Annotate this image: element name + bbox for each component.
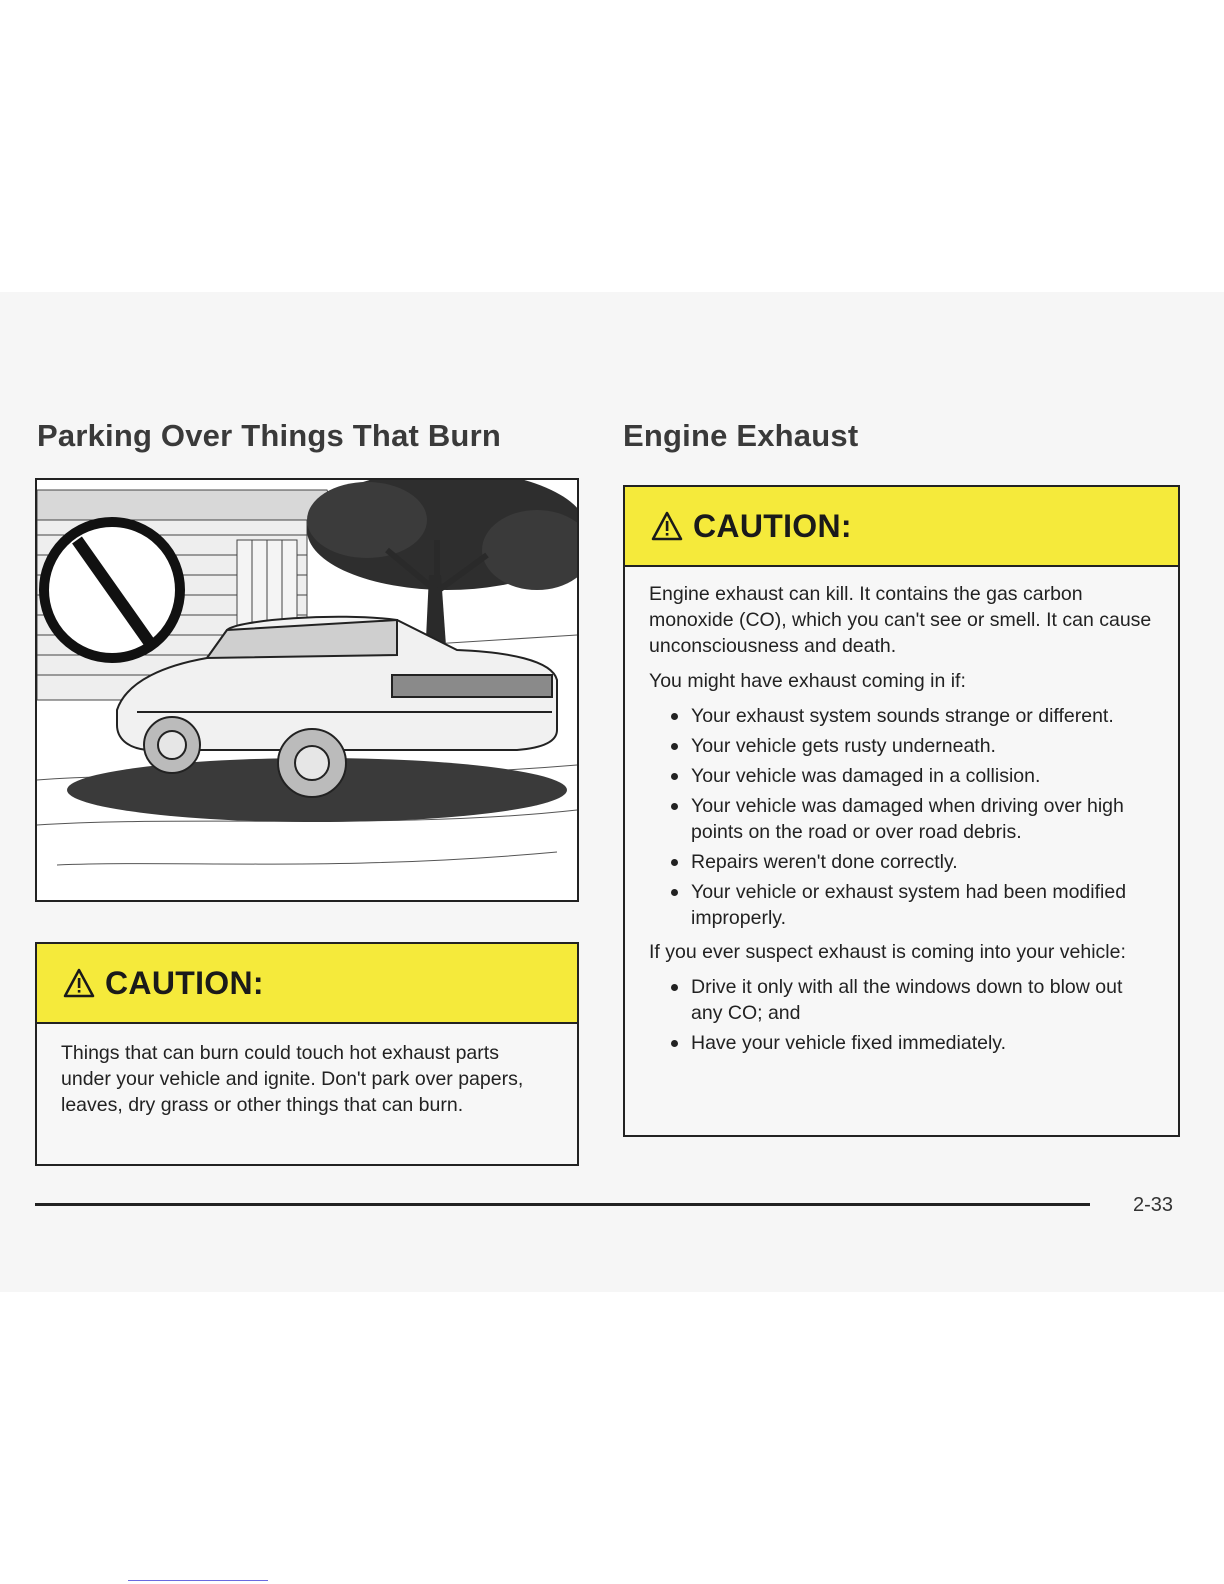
action-list	[649, 974, 1154, 1056]
warning-triangle-icon	[651, 511, 683, 541]
section-heading-engine-exhaust: Engine Exhaust	[623, 418, 859, 453]
list-lead: You might have exhaust coming in if:	[649, 670, 966, 692]
list-item: Your vehicle or exhaust system had been modified improperly.	[691, 879, 1154, 931]
list-item: Your vehicle was damaged when driving over high points on the road or over road debris.	[691, 793, 1154, 845]
list-lead: If you ever suspect exhaust is coming into your vehicle:	[649, 941, 1126, 963]
list-item: Have your vehicle fixed immediately.	[691, 1030, 1154, 1056]
caution-text: Things that can burn could touch hot exhaust parts under your vehicle and ignite. Don't park over papers, leaves, dry grass or other things that can burn.	[61, 1042, 524, 1116]
list-item: Drive it only with all the windows down to blow out any CO; and	[691, 974, 1154, 1026]
section-heading-parking: Parking Over Things That Burn	[37, 418, 501, 453]
list-item: Your vehicle gets rusty underneath.	[691, 733, 1154, 759]
caution-label: CAUTION:	[693, 507, 852, 544]
car-over-leaves-illustration	[35, 478, 579, 902]
caution-header	[625, 487, 1178, 567]
caution-box-engine-exhaust	[623, 485, 1180, 1137]
caution-header	[37, 944, 577, 1024]
symptom-list	[649, 703, 1154, 931]
caution-intro: Engine exhaust can kill. It contains the gas carbon monoxide (CO), which you can't see or smell. It can cause unconsciousness and death.	[649, 583, 1152, 657]
bottom-link-underline	[128, 1580, 268, 1581]
list-item: Your vehicle was damaged in a collision.	[691, 763, 1154, 789]
list-item: Repairs weren't done correctly.	[691, 849, 1154, 875]
caution-label: CAUTION:	[105, 964, 264, 1001]
list-item: Your exhaust system sounds strange or different.	[691, 703, 1154, 729]
warning-triangle-icon	[63, 968, 95, 998]
caution-box-parking	[35, 942, 579, 1166]
page-number: 2-33	[1133, 1194, 1174, 1216]
footer-divider	[35, 1203, 1090, 1206]
